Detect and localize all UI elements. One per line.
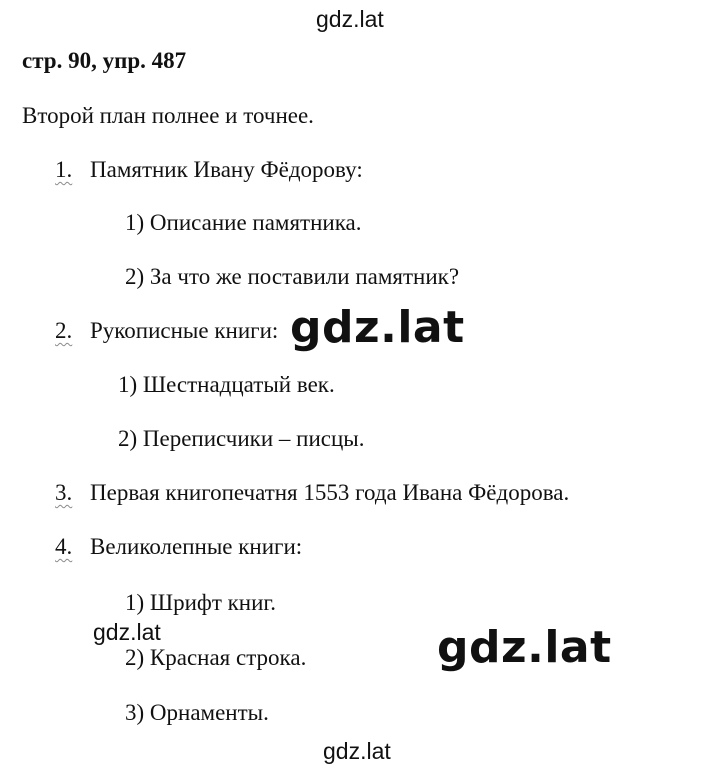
plan-subitem: 1) Шестнадцатый век. bbox=[118, 372, 335, 397]
plan-subitem: 1) Шрифт книг. bbox=[125, 590, 277, 615]
plan-item-title: Великолепные книги: bbox=[90, 534, 303, 559]
watermark-top: gdz.lat bbox=[316, 6, 384, 32]
watermark-left-small: gdz.lat bbox=[93, 619, 161, 645]
plan-item-number: 4. bbox=[55, 534, 73, 559]
page-heading: стр. 90, упр. 487 bbox=[22, 48, 187, 73]
plan-item-4 bbox=[55, 534, 302, 560]
watermark-right-big: gdz.lat bbox=[437, 622, 612, 673]
plan-subitem: 2) Красная строка. bbox=[125, 645, 307, 670]
plan-item-number: 3. bbox=[55, 480, 73, 505]
plan-subitem: 1) Описание памятника. bbox=[125, 210, 362, 235]
plan-subitem: 2) Переписчики – писцы. bbox=[118, 426, 365, 451]
plan-item-number: 2. bbox=[55, 318, 73, 343]
plan-item-number: 1. bbox=[55, 157, 73, 182]
plan-item-3 bbox=[55, 480, 569, 506]
intro-text: Второй план полнее и точнее. bbox=[22, 103, 314, 128]
plan-item-title: Памятник Ивану Фёдорову: bbox=[90, 157, 363, 182]
watermark-bottom: gdz.lat bbox=[323, 738, 391, 764]
plan-subitem: 2) За что же поставили памятник? bbox=[125, 264, 460, 289]
watermark-center: gdz.lat bbox=[290, 302, 465, 353]
plan-item-title: Первая книгопечатня 1553 года Ивана Фёдорова. bbox=[90, 480, 570, 505]
plan-subitem: 3) Орнаменты. bbox=[125, 700, 269, 725]
plan-item-1 bbox=[55, 157, 363, 183]
plan-item-title: Рукописные книги: bbox=[90, 318, 279, 343]
plan-item-2 bbox=[55, 318, 278, 344]
